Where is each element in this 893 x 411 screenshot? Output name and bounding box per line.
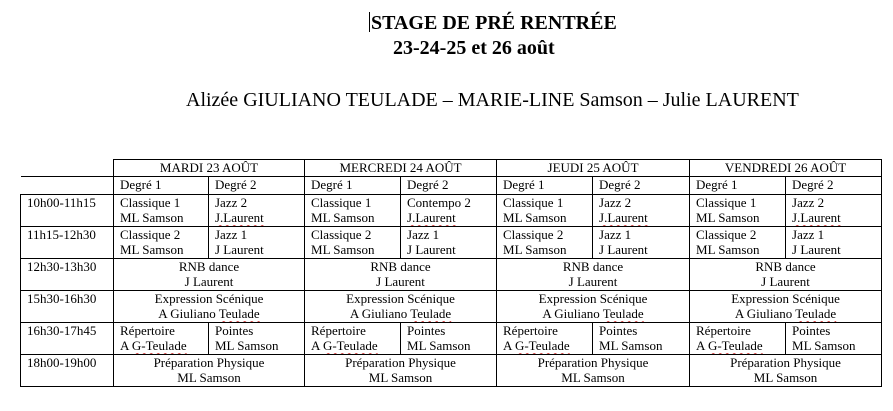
class-name: Jazz 1 [599, 227, 632, 242]
day-header: VENDREDI 26 AOÛT [690, 160, 882, 177]
level1-cell [305, 195, 401, 227]
class-cell [114, 355, 305, 387]
teacher-name: ML Samson [215, 338, 279, 353]
class-name: Préparation Physique [345, 355, 456, 370]
level2-cell [209, 227, 305, 259]
teacher-name: ML Samson [311, 210, 375, 225]
level-header: Degré 1 [690, 177, 786, 195]
class-name: Classique 2 [120, 227, 181, 242]
class-name: Jazz 1 [407, 227, 440, 242]
day-header: JEUDI 25 AOÛT [497, 160, 690, 177]
teacher-name: A Giuliano Teulade [542, 306, 644, 321]
class-name: Répertoire [503, 323, 558, 338]
document-dates: 23-24-25 et 26 août [393, 37, 555, 59]
teacher-name: A G-Teulade [120, 338, 187, 353]
spellcheck-underline: J.Laurent [599, 210, 648, 225]
class-name: Classique 1 [696, 195, 757, 210]
class-name: Préparation Physique [537, 355, 649, 370]
time-slot-row [21, 259, 882, 291]
class-name: Répertoire [120, 323, 175, 338]
time-cell: 18h00-19h00 [21, 355, 114, 387]
teacher-name: J Laurent [761, 274, 810, 289]
class-name: Répertoire [311, 323, 366, 338]
teacher-name: J Laurent [599, 242, 648, 257]
level1-cell [497, 323, 593, 355]
teacher-name: J Laurent [568, 274, 618, 289]
teacher-name [407, 210, 496, 225]
spellcheck-underline: J.Laurent [407, 210, 456, 225]
level-header: Degré 2 [786, 177, 882, 195]
teacher-name: J Laurent [215, 242, 264, 257]
class-name: Classique 1 [503, 195, 564, 210]
class-cell [305, 291, 497, 323]
level1-cell [690, 323, 786, 355]
time-slot-row [21, 291, 882, 323]
teacher-name: ML Samson [311, 242, 375, 257]
teacher-name: ML Samson [696, 242, 760, 257]
class-name: Jazz 1 [215, 227, 248, 242]
teacher-name: A Giuliano Teulade [349, 306, 452, 321]
level2-cell [786, 323, 882, 355]
teacher-name: A Giuliano Teulade [734, 306, 837, 321]
class-name: RNB dance [370, 259, 431, 274]
class-name: Préparation Physique [730, 355, 841, 370]
teacher-name: J Laurent [407, 242, 456, 257]
class-cell [497, 259, 690, 291]
teacher-name: A Giuliano Teulade [158, 306, 260, 321]
class-name: Jazz 2 [792, 195, 825, 210]
class-name: Expression Scénique [538, 291, 648, 306]
class-name: Classique 1 [120, 195, 181, 210]
time-cell: 12h30-13h30 [21, 259, 114, 291]
level1-cell [305, 227, 401, 259]
document-title [369, 12, 617, 34]
class-name: Expression Scénique [154, 291, 264, 306]
class-name: Contempo 2 [407, 195, 471, 210]
teachers-line: Alizée GIULIANO TEULADE – MARIE-LINE Samson – Julie LAURENT [186, 89, 799, 111]
level1-cell [114, 227, 209, 259]
teacher-name: A G-Teulade [311, 338, 378, 353]
schedule-table [20, 159, 882, 387]
teacher-name: ML Samson [753, 370, 818, 385]
class-name: Pointes [599, 323, 638, 338]
time-cell: 15h30-16h30 [21, 291, 114, 323]
day-header: MARDI 23 AOÛT [114, 160, 305, 177]
teacher-name: ML Samson [503, 242, 567, 257]
level2-cell [593, 195, 690, 227]
level-header: Degré 1 [497, 177, 593, 195]
time-slot-row [21, 195, 882, 227]
class-name: RNB dance [178, 259, 240, 274]
class-cell [690, 291, 882, 323]
class-cell [114, 291, 305, 323]
class-name: RNB dance [562, 259, 624, 274]
level2-cell [593, 227, 690, 259]
class-name: Expression Scénique [346, 291, 455, 306]
class-name: Répertoire [696, 323, 751, 338]
time-cell: 11h15-12h30 [21, 227, 114, 259]
teacher-name: J Laurent [376, 274, 425, 289]
level2-cell [401, 323, 497, 355]
class-name: Pointes [215, 323, 254, 338]
class-name: Expression Scénique [731, 291, 840, 306]
teacher-name: ML Samson [177, 370, 241, 385]
class-cell [690, 259, 882, 291]
class-cell [114, 259, 305, 291]
title-text: STAGE DE PRÉ RENTRÉE [371, 12, 617, 34]
level1-cell [305, 323, 401, 355]
corner-cell [21, 177, 114, 195]
spellcheck-underline: G-Teulade [707, 338, 763, 353]
time-slot-row [21, 227, 882, 259]
time-cell: 10h00-11h15 [21, 195, 114, 227]
level2-cell [209, 323, 305, 355]
level-header-row [21, 177, 882, 195]
level-header: Degré 2 [209, 177, 305, 195]
spellcheck-underline: Teulade [410, 306, 452, 321]
teacher-name: ML Samson [561, 370, 625, 385]
text-cursor [369, 12, 370, 32]
class-name: Pointes [792, 323, 831, 338]
teacher-name [599, 210, 689, 225]
level2-cell [401, 195, 497, 227]
class-name: Jazz 1 [792, 227, 825, 242]
teacher-name: ML Samson [120, 210, 184, 225]
level-header: Degré 1 [305, 177, 401, 195]
level2-cell [593, 323, 690, 355]
level-header: Degré 1 [114, 177, 209, 195]
teacher-name: ML Samson [368, 370, 433, 385]
class-cell [305, 259, 497, 291]
level1-cell [690, 227, 786, 259]
class-cell [497, 355, 690, 387]
class-name: RNB dance [755, 259, 816, 274]
teacher-name: ML Samson [696, 210, 760, 225]
day-header: MERCREDI 24 AOÛT [305, 160, 497, 177]
teacher-name: ML Samson [120, 242, 184, 257]
teacher-name: J Laurent [184, 274, 234, 289]
class-name: Jazz 2 [215, 195, 248, 210]
teacher-name: A G-Teulade [696, 338, 763, 353]
level2-cell [209, 195, 305, 227]
spellcheck-underline: Teulade [218, 306, 260, 321]
time-slot-row [21, 355, 882, 387]
spellcheck-underline: G-Teulade [514, 338, 570, 353]
time-slot-row [21, 323, 882, 355]
level2-cell [786, 195, 882, 227]
schedule-body [21, 160, 882, 387]
spellcheck-underline: G-Teulade [131, 338, 187, 353]
class-name: Pointes [407, 323, 446, 338]
spellcheck-underline: Teulade [602, 306, 644, 321]
class-name: Classique 2 [696, 227, 757, 242]
level1-cell [114, 323, 209, 355]
level1-cell [690, 195, 786, 227]
class-name: Classique 2 [311, 227, 372, 242]
teacher-name [215, 210, 304, 225]
class-name: Préparation Physique [153, 355, 265, 370]
spellcheck-underline: G-Teulade [322, 338, 378, 353]
spellcheck-underline: J.Laurent [215, 210, 264, 225]
spellcheck-underline: Teulade [795, 306, 837, 321]
class-name: Jazz 2 [599, 195, 632, 210]
time-cell: 16h30-17h45 [21, 323, 114, 355]
class-name: Classique 1 [311, 195, 372, 210]
class-cell [305, 355, 497, 387]
teacher-name: ML Samson [503, 210, 567, 225]
teacher-name: ML Samson [599, 338, 663, 353]
teacher-name: ML Samson [792, 338, 856, 353]
level-header: Degré 2 [593, 177, 690, 195]
corner-cell [21, 160, 114, 177]
level2-cell [401, 227, 497, 259]
level-header: Degré 2 [401, 177, 497, 195]
class-cell [497, 291, 690, 323]
teacher-name: ML Samson [407, 338, 471, 353]
level2-cell [786, 227, 882, 259]
class-cell [690, 355, 882, 387]
teacher-name: A G-Teulade [503, 338, 570, 353]
class-name: Classique 2 [503, 227, 564, 242]
teacher-name [792, 210, 881, 225]
day-header-row [21, 160, 882, 177]
level1-cell [497, 227, 593, 259]
level1-cell [497, 195, 593, 227]
spellcheck-underline: J.Laurent [792, 210, 841, 225]
level1-cell [114, 195, 209, 227]
teacher-name: J Laurent [792, 242, 841, 257]
